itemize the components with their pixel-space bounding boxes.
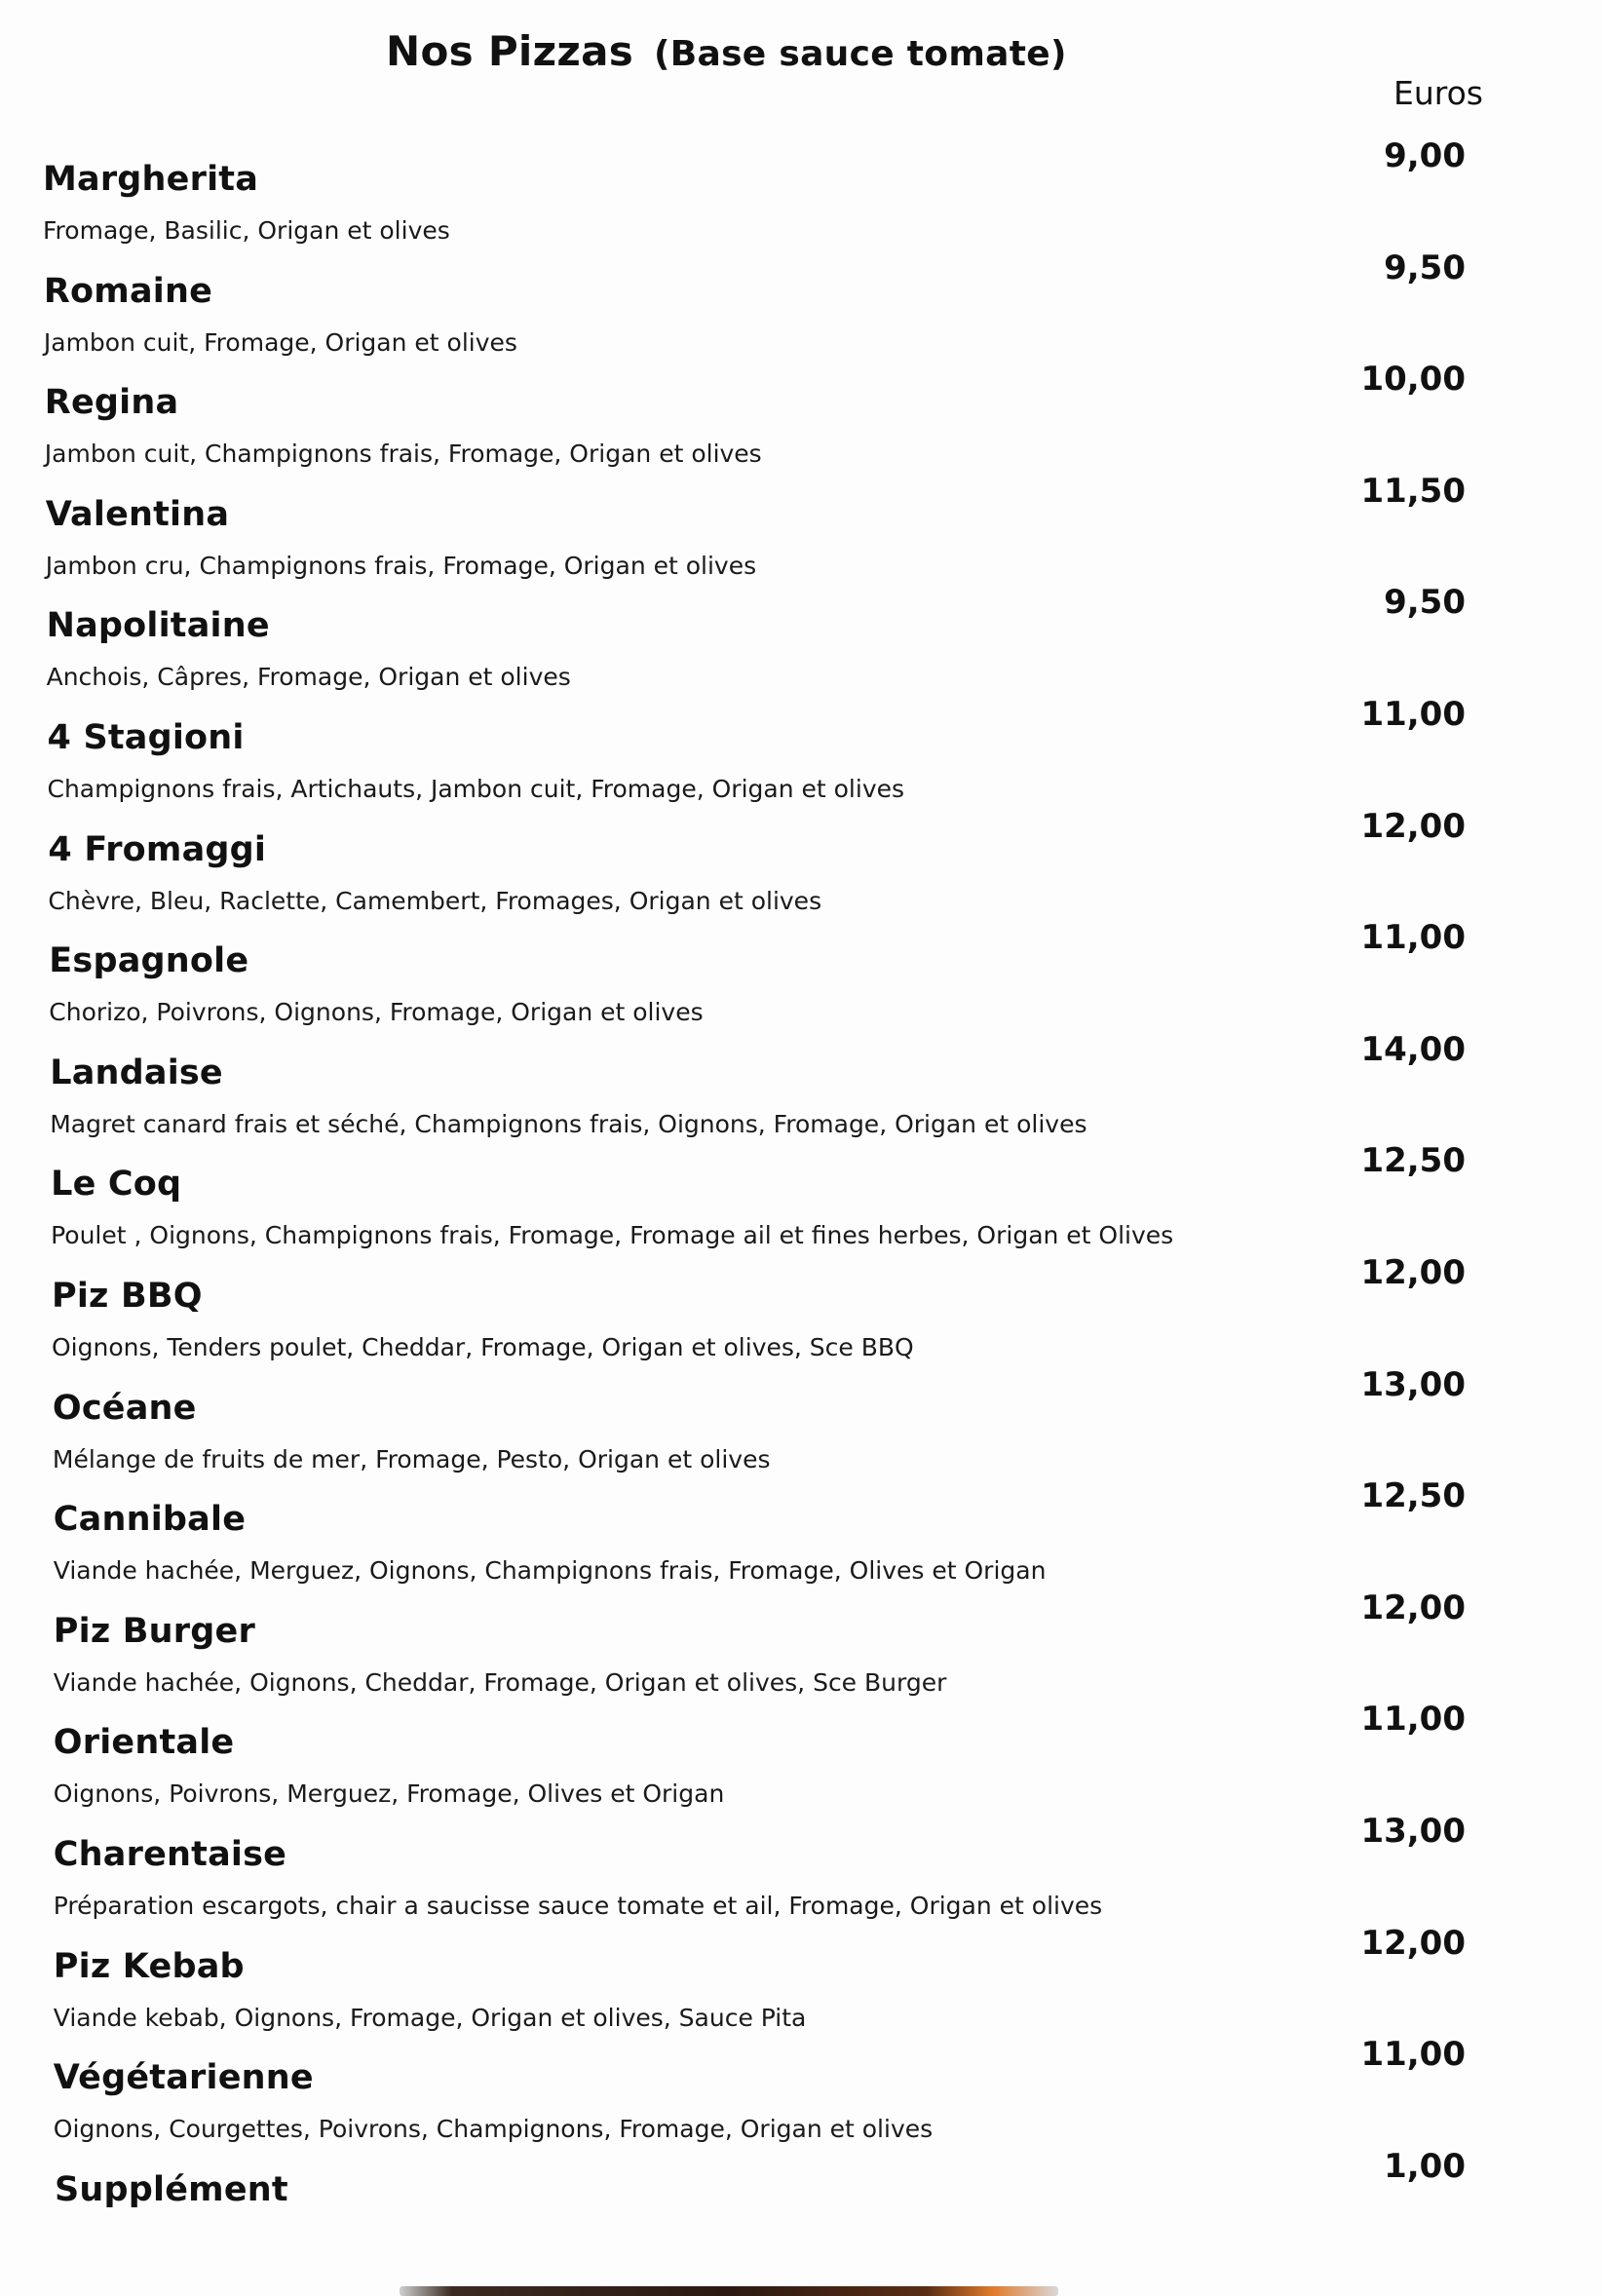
item-description: Chorizo, Poivrons, Oignons, Fromage, Origan et olives xyxy=(49,998,704,1027)
menu-item xyxy=(0,136,1602,248)
item-price: 9,50 xyxy=(1384,583,1466,623)
menu-item xyxy=(0,1924,1602,2035)
item-description: Poulet , Oignons, Champignons frais, Fromage, Fromage ail et fines herbes, Origan et Olives xyxy=(51,1221,1174,1250)
item-price: 9,50 xyxy=(1384,248,1466,287)
title-main: Nos Pizzas xyxy=(386,27,634,75)
item-price: 11,00 xyxy=(1360,918,1466,958)
menu-item xyxy=(0,1030,1602,1141)
item-price: 12,00 xyxy=(1360,1923,1466,1963)
item-name: Espagnole xyxy=(49,941,249,981)
currency-label: Euros xyxy=(1393,74,1483,112)
item-description: Jambon cuit, Champignons frais, Fromage, Origan et olives xyxy=(44,440,762,469)
item-price: 13,00 xyxy=(1360,1812,1466,1851)
item-description: Magret canard frais et séché, Champignons frais, Oignons, Fromage, Origan et olives xyxy=(50,1109,1087,1138)
item-description: Fromage, Basilic, Origan et olives xyxy=(43,216,450,245)
item-description: Viande hachée, Oignons, Cheddar, Fromage, Origan et olives, Sce Burger xyxy=(53,1667,947,1697)
menu-item xyxy=(0,360,1602,471)
item-name: Piz Kebab xyxy=(53,1946,245,1986)
item-price: 12,50 xyxy=(1360,1476,1466,1516)
item-name: Cannibale xyxy=(53,1500,247,1540)
item-price: 12,00 xyxy=(1360,1588,1466,1627)
item-name: Végétarienne xyxy=(53,2058,314,2098)
item-price: 9,00 xyxy=(1384,136,1466,175)
title-subtitle: (Base sauce tomate) xyxy=(653,34,1067,74)
item-description: Viande kebab, Oignons, Fromage, Origan et olives, Sauce Pita xyxy=(53,2003,807,2032)
item-description: Anchois, Câpres, Fromage, Origan et olives xyxy=(46,663,571,692)
item-name: Landaise xyxy=(50,1052,223,1092)
menu-item xyxy=(0,695,1602,806)
item-description: Champignons frais, Artichauts, Jambon cuit, Fromage, Origan et olives xyxy=(47,775,905,803)
item-description: Jambon cuit, Fromage, Origan et olives xyxy=(43,327,517,357)
item-name: 4 Fromaggi xyxy=(48,829,267,869)
menu-item xyxy=(0,1365,1602,1476)
menu-item xyxy=(0,1141,1602,1252)
supplement-name: Supplément xyxy=(55,2169,288,2209)
item-name: Napolitaine xyxy=(46,606,270,646)
item-name: Valentina xyxy=(45,494,230,534)
menu-item xyxy=(0,249,1602,360)
menu-item xyxy=(0,918,1602,1029)
item-price: 11,00 xyxy=(1360,1700,1466,1740)
item-price: 11,00 xyxy=(1360,695,1466,734)
item-description: Oignons, Courgettes, Poivrons, Champignons, Fromage, Origan et olives xyxy=(53,2115,934,2144)
item-name: Margherita xyxy=(43,160,259,199)
supplement-row xyxy=(0,2147,1602,2258)
item-price: 12,50 xyxy=(1360,1141,1466,1181)
item-name: Le Coq xyxy=(51,1165,182,1205)
menu-item xyxy=(0,1588,1602,1700)
item-description: Mélange de fruits de mer, Fromage, Pesto, Origan et olives xyxy=(52,1444,771,1473)
item-name: Orientale xyxy=(53,1723,235,1763)
item-description: Oignons, Tenders poulet, Cheddar, Fromage, Origan et olives, Sce BBQ xyxy=(52,1333,914,1361)
menu-item xyxy=(0,807,1602,918)
item-name: 4 Stagioni xyxy=(47,718,245,757)
item-description: Chèvre, Bleu, Raclette, Camembert, Fromages, Origan et olives xyxy=(48,886,822,915)
item-price: 12,00 xyxy=(1360,806,1466,846)
item-name: Regina xyxy=(44,383,179,423)
item-name: Charentaise xyxy=(53,1835,287,1874)
item-name: Piz Burger xyxy=(53,1611,255,1651)
menu-item xyxy=(0,583,1602,694)
item-price: 13,00 xyxy=(1360,1364,1466,1404)
menu-item xyxy=(0,1700,1602,1811)
item-description: Viande hachée, Merguez, Oignons, Champignons frais, Fromage, Olives et Origan xyxy=(53,1556,1047,1586)
item-name: Romaine xyxy=(43,271,213,311)
menu-item xyxy=(0,1476,1602,1588)
item-price: 10,00 xyxy=(1360,360,1466,400)
supplement-price: 1,00 xyxy=(1384,2146,1466,2186)
item-price: 11,50 xyxy=(1360,471,1466,511)
item-description: Oignons, Poivrons, Merguez, Fromage, Olives et Origan xyxy=(53,1779,725,1809)
item-price: 11,00 xyxy=(1360,2035,1466,2075)
menu-item xyxy=(0,472,1602,583)
item-name: Piz BBQ xyxy=(52,1277,203,1316)
menu-item xyxy=(0,2035,1602,2146)
menu-item xyxy=(0,1253,1602,1364)
bottom-edge-strip xyxy=(400,2286,1058,2296)
item-price: 14,00 xyxy=(1360,1029,1466,1069)
menu-item xyxy=(0,1812,1602,1923)
item-name: Océane xyxy=(52,1388,197,1428)
item-description: Jambon cru, Champignons frais, Fromage, Origan et olives xyxy=(45,551,757,580)
item-description: Préparation escargots, chair a saucisse sauce tomate et ail, Fromage, Origan et olives xyxy=(53,1892,1103,1920)
item-price: 12,00 xyxy=(1360,1253,1466,1292)
